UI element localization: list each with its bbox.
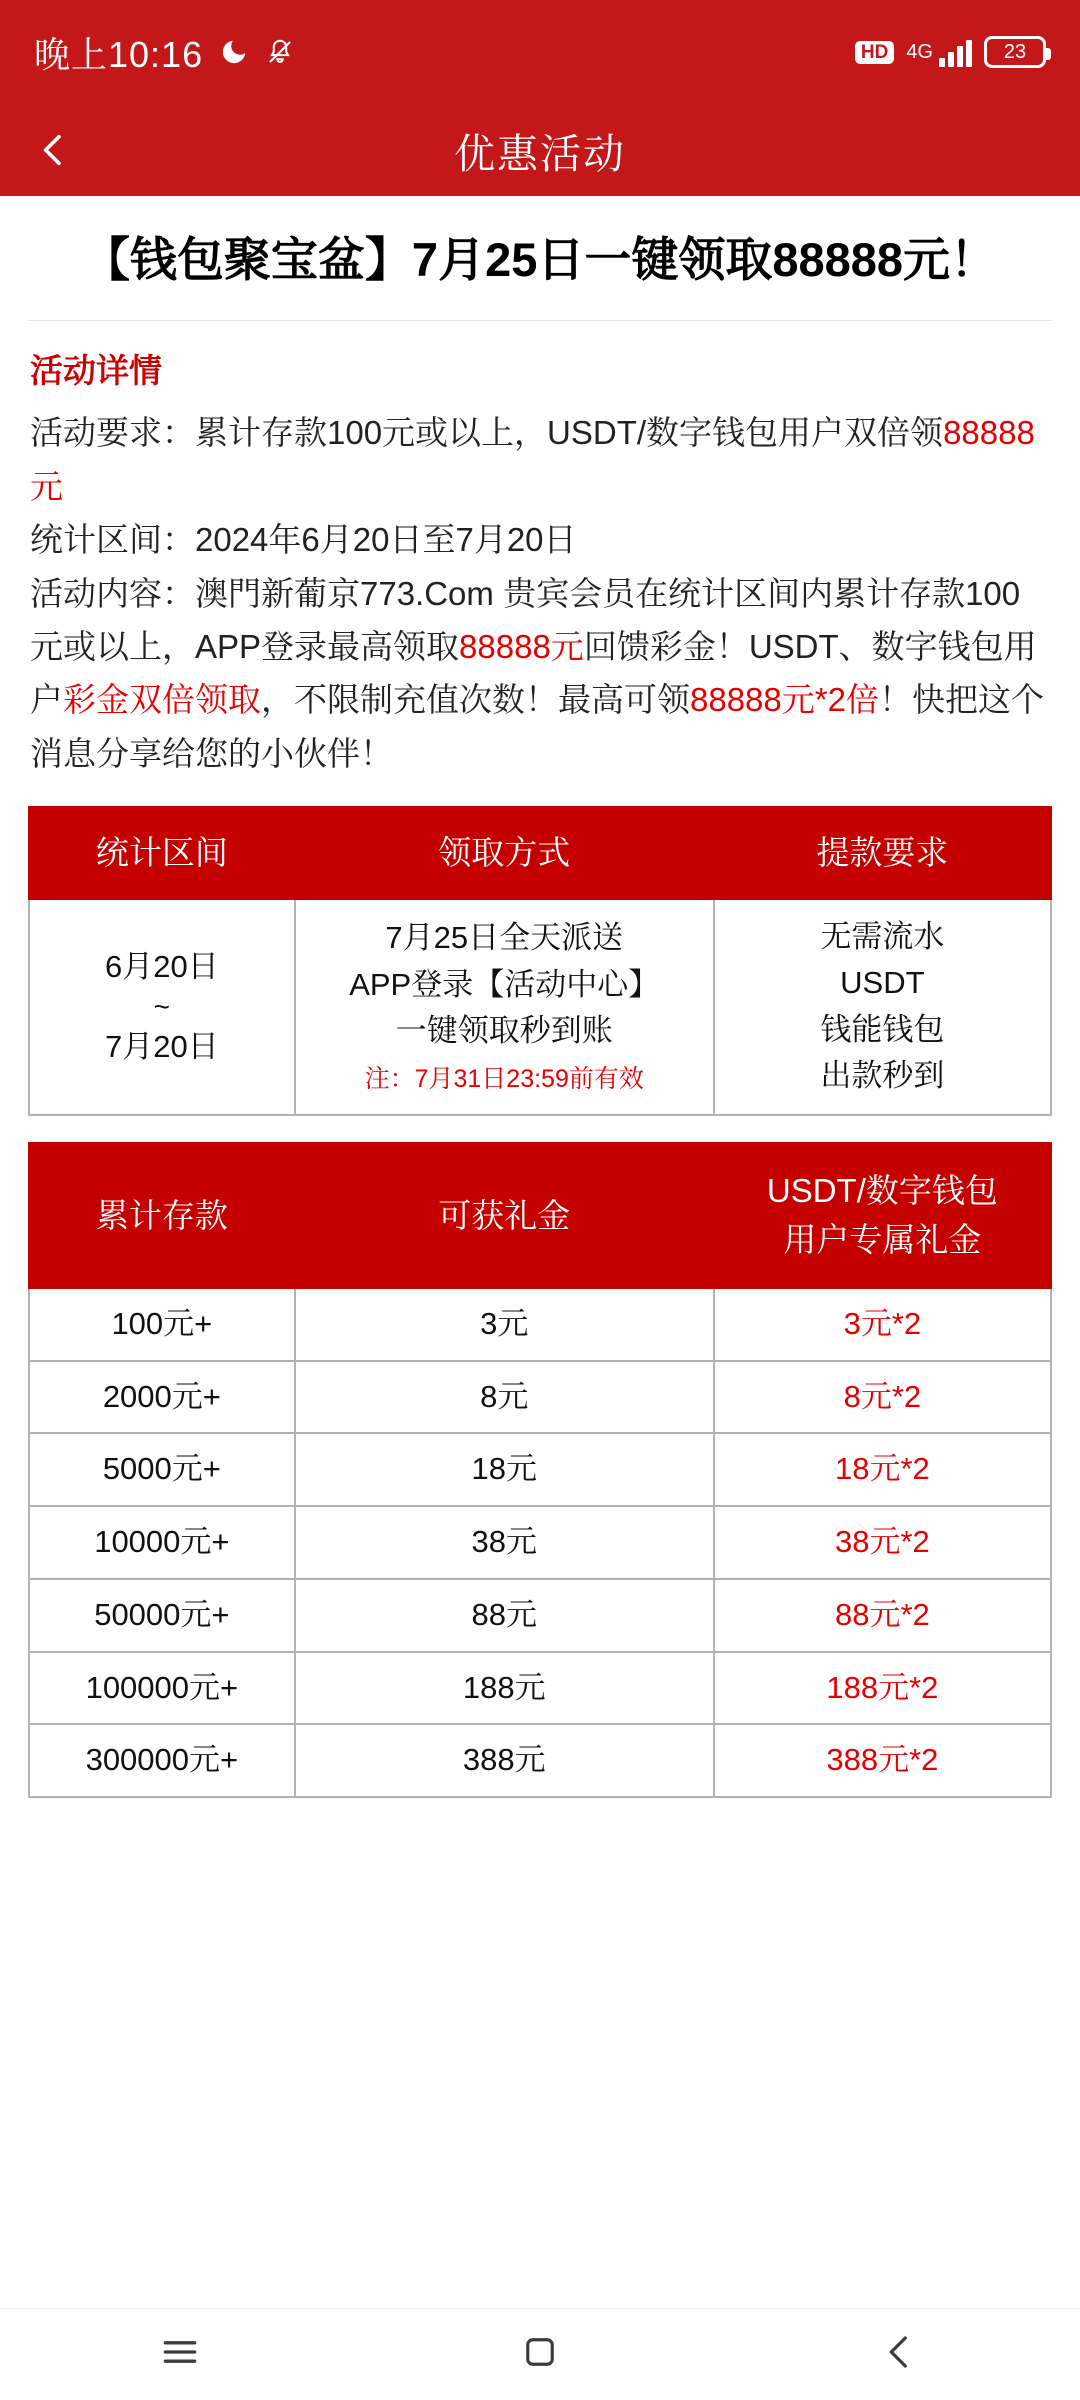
- paragraph-text: 统计区间：2024年6月20日至7月20日: [30, 521, 577, 559]
- deposit-reward-table: [28, 1142, 1052, 1798]
- promo-headline: 【钱包聚宝盆】7月25日一键领取88888元！: [82, 233, 998, 286]
- gift-cell: 18元: [295, 1433, 714, 1506]
- header-line: USDT/数字钱包: [766, 1171, 998, 1209]
- deposit-cell: 100000元+: [29, 1652, 295, 1725]
- paragraph-text: 88888元: [459, 627, 584, 665]
- table-row: [29, 1506, 1051, 1579]
- withdraw-line: 钱能钱包: [820, 1011, 945, 1047]
- paragraph-text: ，不限制充值次数！最高可领: [261, 681, 690, 719]
- home-square-icon: [519, 2331, 561, 2378]
- period-line: 6月20日: [104, 948, 219, 984]
- promo-paragraphs: [28, 406, 1052, 780]
- promo-paragraph: [30, 567, 1050, 781]
- method-line: APP登录【活动中心】: [349, 966, 660, 1002]
- table-header-cell: 统计区间: [29, 807, 295, 899]
- method-line: 一键领取秒到账: [395, 1013, 613, 1049]
- status-bar-right: [855, 36, 1046, 68]
- deposit-cell: 300000元+: [29, 1724, 295, 1797]
- table-row: [29, 1579, 1051, 1652]
- deposit-cell: 100元+: [29, 1288, 295, 1361]
- table-header-cell: 可获礼金: [295, 1143, 714, 1288]
- signal-bars-icon: [939, 37, 972, 67]
- battery-icon: [984, 36, 1046, 68]
- network-type-label: 4G: [906, 41, 933, 63]
- period-cell: [29, 899, 295, 1115]
- hd-icon: HD: [855, 41, 894, 64]
- paragraph-text: 活动内容：澳門新葡京773.Com 贵宾会员在统计区间内累计存款100元或以上，APP登录最高领取: [30, 574, 1021, 665]
- paragraph-text: 活动要求：累计存款100元或以上，USDT/数字钱包用户双倍领: [30, 414, 944, 452]
- chevron-left-icon: [879, 2331, 921, 2378]
- gift-cell: 388元: [295, 1724, 714, 1797]
- table-row: [29, 1724, 1051, 1797]
- period-line: 7月20日: [104, 1028, 219, 1064]
- status-bar-left: [34, 27, 295, 78]
- withdraw-line: 出款秒到: [820, 1058, 945, 1094]
- table-row: [29, 899, 1051, 1115]
- promo-content: [0, 196, 1080, 2308]
- gift-cell: 38元: [295, 1506, 714, 1579]
- withdraw-cell: [714, 899, 1051, 1115]
- table-header-cell: 累计存款: [29, 1143, 295, 1288]
- table-header-cell: 领取方式: [295, 807, 714, 899]
- gift-cell: 8元: [295, 1361, 714, 1434]
- menu-icon: [158, 2330, 202, 2379]
- table-row: [29, 1652, 1051, 1725]
- title-divider: [28, 320, 1052, 321]
- table-row: [29, 1433, 1051, 1506]
- page-title: 优惠活动: [454, 130, 626, 177]
- back-button[interactable]: [22, 118, 86, 182]
- home-button[interactable]: [480, 2320, 600, 2390]
- promo-paragraph: [30, 513, 1050, 566]
- moon-icon: [219, 37, 249, 67]
- paragraph-text: 88888元*2倍: [690, 681, 879, 719]
- nav-back-button[interactable]: [840, 2320, 960, 2390]
- table-header-cell: [714, 1143, 1051, 1288]
- bonus-cell: 38元*2: [714, 1506, 1051, 1579]
- method-line: 7月25日全天派送: [385, 920, 624, 956]
- status-bar: [0, 0, 1080, 104]
- table-row: [29, 1143, 1051, 1288]
- period-line: ~: [153, 991, 171, 1023]
- section-heading: 活动详情: [30, 352, 162, 390]
- bonus-cell: 88元*2: [714, 1579, 1051, 1652]
- deposit-cell: 50000元+: [29, 1579, 295, 1652]
- paragraph-text: 88888元: [30, 414, 1035, 505]
- battery-level-label: 23: [1003, 41, 1027, 63]
- bell-muted-icon: [265, 37, 295, 67]
- withdraw-line: USDT: [840, 965, 925, 1001]
- gift-cell: 88元: [295, 1579, 714, 1652]
- deposit-cell: 2000元+: [29, 1361, 295, 1434]
- method-cell: [295, 899, 714, 1115]
- promo-paragraph: [30, 406, 1050, 513]
- paragraph-text: 彩金双倍领取: [63, 681, 261, 719]
- table-row: [29, 807, 1051, 899]
- deposit-cell: 5000元+: [29, 1433, 295, 1506]
- gift-cell: 3元: [295, 1288, 714, 1361]
- withdraw-line: 无需流水: [820, 918, 945, 954]
- table-row: [29, 1288, 1051, 1361]
- deposit-cell: 10000元+: [29, 1506, 295, 1579]
- gift-cell: 188元: [295, 1652, 714, 1725]
- app-bar: [0, 104, 1080, 196]
- bonus-cell: 188元*2: [714, 1652, 1051, 1725]
- bonus-cell: 18元*2: [714, 1433, 1051, 1506]
- bonus-cell: 388元*2: [714, 1724, 1051, 1797]
- table-row: [29, 1361, 1051, 1434]
- paragraph-text: ！快把这个消息分享给您的小伙伴！: [30, 681, 1044, 772]
- activity-rules-table: [28, 806, 1052, 1116]
- bonus-cell: 3元*2: [714, 1288, 1051, 1361]
- system-nav-bar: [0, 2308, 1080, 2400]
- chevron-left-icon: [34, 130, 74, 170]
- table-header-cell: 提款要求: [714, 807, 1051, 899]
- recents-button[interactable]: [120, 2320, 240, 2390]
- bonus-cell: 8元*2: [714, 1361, 1051, 1434]
- method-note: 注：7月31日23:59前有效: [364, 1064, 644, 1093]
- header-line: 用户专属礼金: [783, 1221, 982, 1259]
- status-time: 晚上10:16: [34, 33, 204, 75]
- paragraph-text: 回馈彩金！USDT、数字钱包用户: [30, 627, 1037, 719]
